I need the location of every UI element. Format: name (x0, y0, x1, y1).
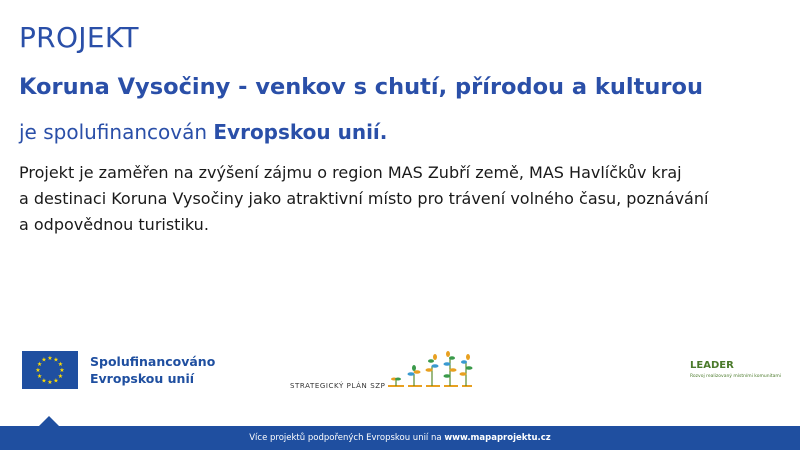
eu-star-icon: ★ (41, 356, 47, 364)
eu-star-icon: ★ (47, 379, 53, 386)
ssp-logo (290, 350, 480, 395)
ssp-sprouts-icon (384, 350, 474, 392)
cofinanced-prefix: je spolufinancován (19, 120, 214, 144)
eu-logo-text (90, 353, 215, 387)
project-name: Koruna Vysočiny - venkov s chutí, přírodou a kulturou (19, 74, 703, 100)
eu-star-icon: ★ (53, 356, 59, 364)
eu-logo-line2: Evropskou unií (90, 371, 195, 386)
ssp-logo-label: STRATEGICKÝ PLÁN SZP (290, 382, 386, 390)
eu-cofinanced-logo (22, 350, 215, 390)
footer-link[interactable]: www.mapaprojektu.cz (444, 433, 551, 443)
eu-flag-icon (22, 351, 78, 389)
leader-logo (690, 360, 781, 379)
eu-logo-line1: Spolufinancováno (90, 354, 216, 369)
footer-text (249, 433, 551, 443)
cofinanced-line (19, 118, 387, 146)
eu-star-icon: ★ (57, 373, 64, 380)
description-line: a destinaci Koruna Vysočiny jako atraktivní místo pro trávení volného času, poznávání (19, 189, 709, 208)
footer-text-prefix: Více projektů podpořených Evropskou unií na (249, 433, 445, 443)
project-description (19, 160, 789, 238)
footer-bar (0, 426, 800, 450)
eu-star-icon: ★ (53, 377, 59, 385)
eu-star-icon: ★ (41, 377, 47, 385)
eu-star-icon: ★ (59, 367, 65, 374)
eu-star-icon: ★ (35, 367, 41, 374)
leader-subtitle: Rozvoj realizovaný místními komunitami (690, 374, 781, 379)
project-label: PROJEKT (19, 21, 139, 54)
eu-star-icon: ★ (36, 373, 43, 380)
eu-star-icon: ★ (57, 361, 64, 368)
eu-star-icon: ★ (47, 355, 53, 362)
description-line: a odpovědnou turistiku. (19, 215, 209, 234)
leader-title: LEADER (690, 360, 734, 371)
eu-star-icon: ★ (36, 361, 43, 368)
cofinanced-by: Evropskou unií. (213, 120, 388, 144)
description-line: Projekt je zaměřen na zvýšení zájmu o region MAS Zubří země, MAS Havlíčkův kraj (19, 163, 682, 182)
